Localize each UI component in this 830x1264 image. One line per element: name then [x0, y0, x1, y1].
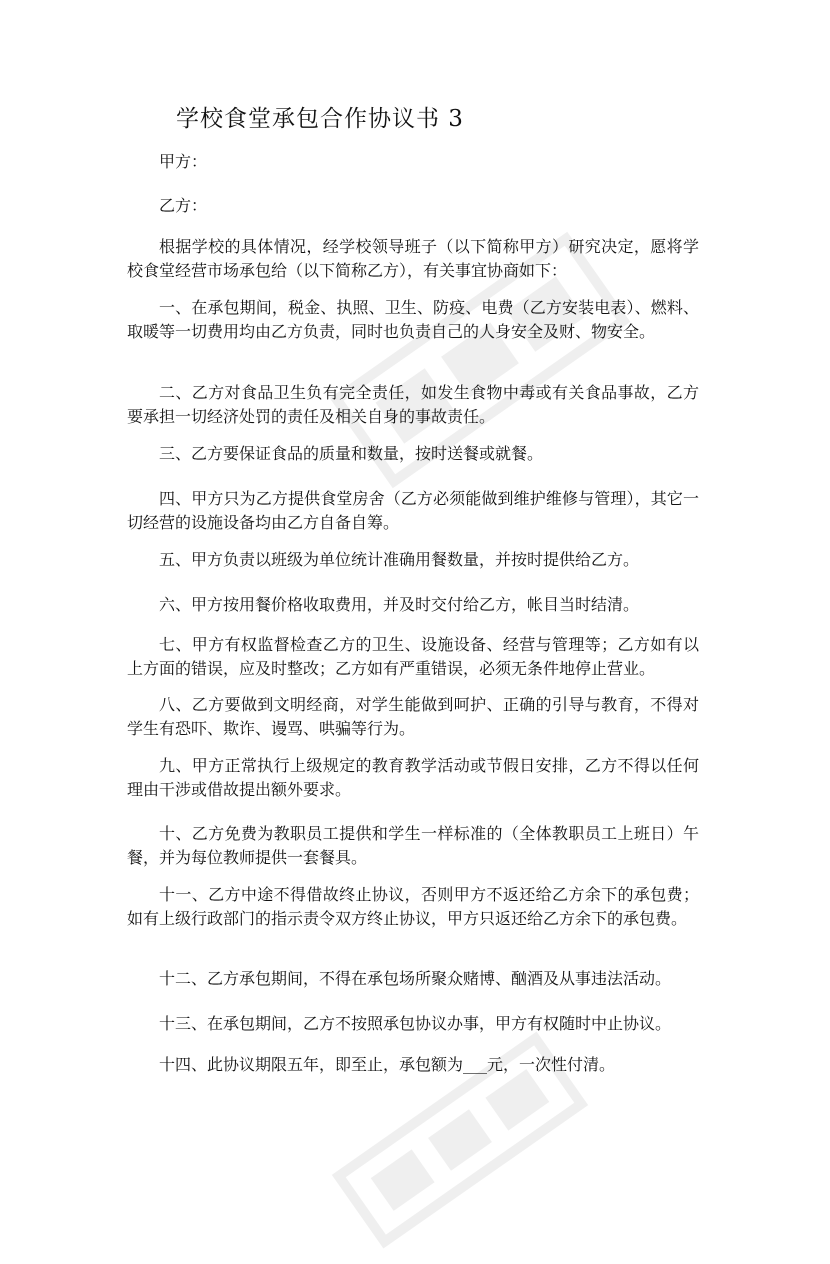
clause-4: 四、甲方只为乙方提供食堂房舍（乙方必须能做到维护维修与管理），其它一切经营的设施设备均由乙方自备自筹。	[127, 489, 699, 532]
clause-5: 五、甲方负责以班级为单位统计准确用餐数量，并按时提供给乙方。	[159, 550, 640, 569]
clause-12: 十二、乙方承包期间，不得在承包场所聚众赌博、酗酒及从事违法活动。	[159, 969, 672, 988]
clause-6: 六、甲方按用餐价格收取费用，并及时交付给乙方，帐目当时结清。	[159, 595, 640, 614]
party-b-line: 乙方：	[159, 196, 208, 215]
clause-7: 七、甲方有权监督检查乙方的卫生、设施设备、经营与管理等；乙方如有以上方面的错误，应及时整改；乙方如有严重错误，必须无条件地停止营业。	[127, 635, 699, 678]
clause-3: 三、乙方要保证食品的质量和数量，按时送餐或就餐。	[159, 444, 544, 463]
clause-14: 十四、此协议期限五年，即至止，承包额为___元，一次性付清。	[159, 1055, 616, 1074]
clause-1: 一、在承包期间，税金、执照、卫生、防疫、电费（乙方安装电表）、燃料、取暖等一切费用均由乙方负责，同时也负责自己的人身安全及财、物安全。	[127, 298, 699, 341]
clause-13: 十三、在承包期间，乙方不按照承包协议办事，甲方有权随时中止协议。	[159, 1014, 672, 1033]
clause-8: 八、乙方要做到文明经商，对学生能做到呵护、正确的引导与教育，不得对学生有恐吓、欺诈、谩骂、哄骗等行为。	[127, 695, 699, 738]
clause-9: 九、甲方正常执行上级规定的教育教学活动或节假日安排，乙方不得以任何理由干涉或借故提出额外要求。	[127, 756, 699, 799]
clause-10: 十、乙方免费为教职员工提供和学生一样标准的（全体教职员工上班日）午餐，并为每位教师提供一套餐具。	[127, 824, 699, 867]
document-title: 学校食堂承包合作协议书 3	[176, 106, 464, 132]
intro-paragraph: 根据学校的具体情况，经学校领导班子（以下简称甲方）研究决定，愿将学校食堂经营市场承包给（以下简称乙方），有关事宜协商如下：	[127, 237, 699, 280]
party-a-line: 甲方：	[159, 152, 208, 171]
clause-11: 十一、乙方中途不得借故终止协议，否则甲方不返还给乙方余下的承包费；如有上级行政部门的指示责令双方终止协议，甲方只返还给乙方余下的承包费。	[127, 885, 699, 928]
clause-2: 二、乙方对食品卫生负有完全责任，如发生食物中毒或有关食品事故，乙方要承担一切经济处罚的责任及相关自身的事故责任。	[127, 383, 699, 426]
